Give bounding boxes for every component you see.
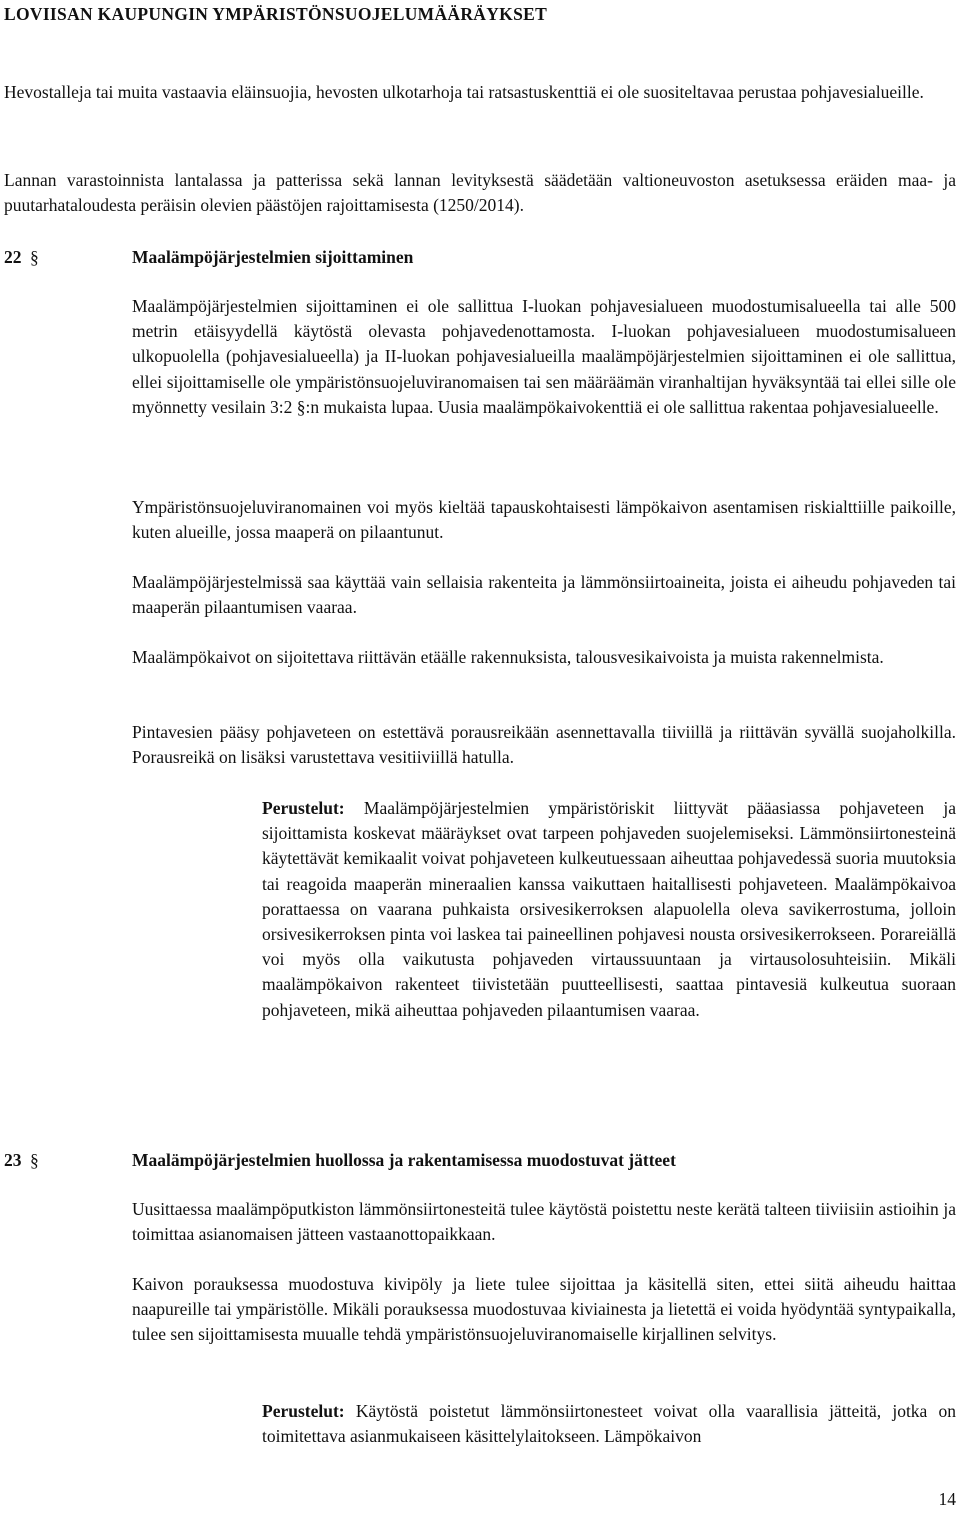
- section-number: 23: [4, 1150, 22, 1170]
- section-23-rationale: [262, 1399, 956, 1449]
- section-23-heading: [4, 1148, 676, 1173]
- section-22-paragraph-2: Ympäristönsuojeluviranomainen voi myös kieltää tapauskohtaisesti lämpökaivon asentamisen riskialttiille paikoille, kuten alueille, jossa maaperä on pilaantunut.: [132, 497, 956, 543]
- section-number: 22: [4, 247, 22, 267]
- rationale-text: Maalämpöjärjestelmien ympäristöriskit liittyvät pääasiassa pohjaveteen ja sijoittamista koskevat määräykset ovat tarpeen pohjaveden suojelemiseksi. Lämmönsiirtonesteinä käytettävät kemikaalit voivat pohjaveteen kulkeutuessaan aiheuttaa pohjavedessä suoria muutoksia tai reagoida maaperän mineraalien kanssa vaikuttaen haitallisesti pohjaveteen. Maalämpökaivoa porattaessa on vaarana puhkaista orsivesikerroksen alapuolella oleva savikerrostuma, jolloin orsivesikerroksen pinta voi laskea tai paineellinen pohjavesi nousta orsivesikerrokseen. Porareiällä voi myös olla vaikutusta pohjaveden virtaussuuntaan ja virtausolosuhteisiin. Mikäli maalämpökaivon rakenteet tiivistetään puutteellisesti, saattaa pintavesiä kulkeutua suoraan pohjaveteen, mikä aiheuttaa pohjaveden pilaantumisen vaaraa.: [262, 798, 956, 1020]
- section-22-heading: [4, 245, 413, 270]
- section-22-paragraph-3: Maalämpöjärjestelmissä saa käyttää vain sellaisia rakenteita ja lämmönsiirtoaineita, joista ei aiheudu pohjaveden tai maaperän pilaantumisen vaaraa.: [132, 572, 956, 618]
- section-22-rationale: [262, 796, 956, 1023]
- rationale-label: Perustelut:: [262, 798, 345, 818]
- section-23-paragraph-2: Kaivon porauksessa muodostuva kivipöly ja liete tulee sijoittaa ja käsitellä siten, ettei siitä aiheudu haittaa naapureille tai ympäristölle. Mikäli porauksessa muodostuvaa kiviainesta ja lietettä ei voida hyödyntää syntypaikalla, tulee sen sijoittamisesta muualle tehdä ympäristönsuojeluviranomaiselle kirjallinen selvitys.: [132, 1274, 956, 1345]
- section-title: Maalämpöjärjestelmien huollossa ja rakentamisessa muodostuvat jätteet: [132, 1150, 676, 1170]
- intro-paragraph-manure: Lannan varastoinnista lantalassa ja patterissa sekä lannan levityksestä säädetään valtioneuvoston asetuksessa eräiden maa- ja puutarhataloudesta peräisin olevien päästöjen rajoittamisesta (1250/2014).: [4, 170, 956, 216]
- page-number: 14: [938, 1489, 956, 1509]
- rationale-text: Käytöstä poistetut lämmönsiirtonesteet voivat olla vaarallisia jätteitä, jotka on toimitettava asianmukaiseen käsittelylaitokseen. Lämpökaivon: [262, 1401, 957, 1447]
- section-22-paragraph-5: Pintavesien pääsy pohjaveteen on estettävä porausreikään asennettavalla tiiviillä ja riittävän syvällä suojaholkilla. Porausreikä on lisäksi varustettava vesitiiviillä hatulla.: [132, 722, 956, 768]
- section-22-paragraph-1: Maalämpöjärjestelmien sijoittaminen ei ole sallittua I-luokan pohjavesialueen muodostumisalueella tai alle 500 metrin etäisyydellä käytöstä olevasta pohjavedenottamosta. I-luokan pohjavesialueen muodostumisalueen ulkopuolella (pohjavesialueella) ja II-luokan pohjavesialueilla maalämpöjärjestelmien sijoittaminen ei ole sallittua, ellei sijoittamiselle ole ympäristönsuojeluviranomaisen tai sen määräämän viranhaltijan hyväksyntää tai ellei sille ole myönnetty vesilain 3:2 §:n mukaista lupaa. Uusia maalämpökaivokenttiä ei ole sallittua rakentaa pohjavesialueelle.: [132, 296, 956, 417]
- section-22-paragraph-4: Maalämpökaivot on sijoitettava riittävän etäälle rakennuksista, talousvesikaivoista ja muista rakennelmista.: [132, 647, 884, 667]
- section-23-paragraph-1: Uusittaessa maalämpöputkiston lämmönsiirtonesteitä tulee käytöstä poistettu neste kerätä talteen tiiviisiin astioihin ja toimittaa asianomaisen jätteen vastaanottopaikkaan.: [132, 1199, 956, 1245]
- document-header: LOVIISAN KAUPUNGIN YMPÄRISTÖNSUOJELUMÄÄRÄYKSET: [4, 4, 548, 24]
- intro-paragraph-horses: Hevostalleja tai muita vastaavia eläinsuojia, hevosten ulkotarhoja tai ratsastuskenttiä ei ole suositeltavaa perustaa pohjavesialueille.: [4, 82, 924, 102]
- section-title: Maalämpöjärjestelmien sijoittaminen: [132, 247, 414, 267]
- section-sign-icon: §: [30, 1150, 39, 1170]
- section-sign-icon: §: [30, 247, 39, 267]
- rationale-label: Perustelut:: [262, 1401, 345, 1421]
